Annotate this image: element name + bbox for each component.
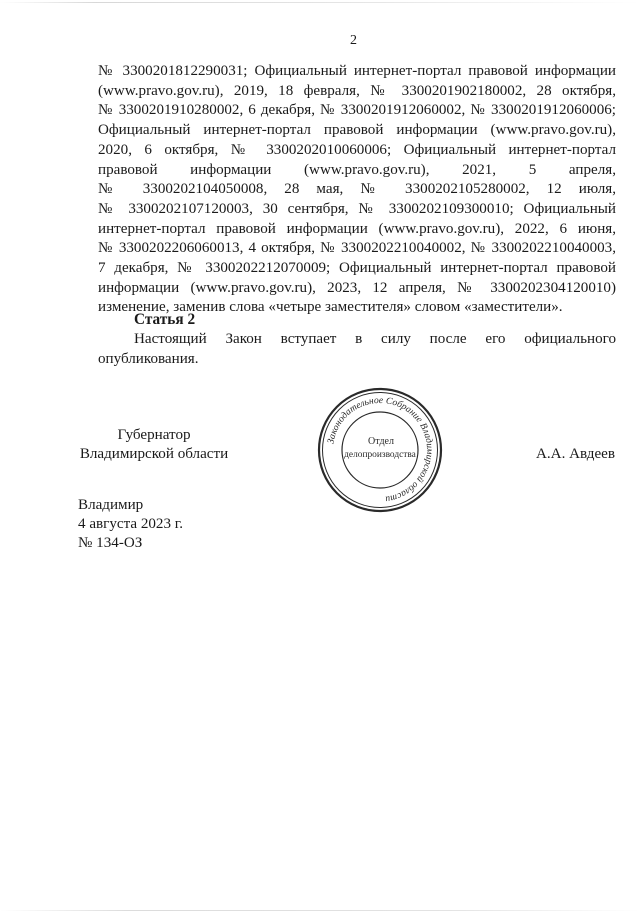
text-line: правовой информации (www.pravo.gov.ru), 2021, 5 апреля,: [98, 161, 616, 178]
date: 4 августа 2023 г.: [78, 516, 184, 532]
text-line: 2020, 6 октября, № 3300202010060006; Официальный интернет-портал: [98, 141, 616, 158]
article-text-line: Настоящий Закон вступает в силу после его официального: [134, 331, 616, 347]
text-line: изменение, заменив слова «четыре заместителя» словом «заместители».: [98, 299, 563, 316]
stamp-center-line2: делопроизводства: [344, 450, 416, 460]
scan-edge-bottom: [0, 910, 640, 911]
law-text-continuation: [98, 62, 616, 318]
city: Владимир: [78, 497, 144, 513]
signatory-position: [78, 426, 230, 464]
stamp-ring-text: Законодательное Собрание Владимирской области: [325, 394, 436, 505]
text-line: информации (www.pravo.gov.ru), 2023, 12 апреля, № 3300202304120010): [98, 279, 616, 296]
article-text-line: опубликования.: [98, 351, 199, 367]
official-stamp: [316, 386, 444, 514]
text-line: № 3300202206060013, 4 октября, № 3300202210040002, № 3300202210040003,: [98, 240, 616, 257]
text-line: интернет-портал правовой информации (www.pravo.gov.ru), 2022, 6 июня,: [98, 220, 616, 237]
place-and-date: [78, 496, 183, 553]
law-number: № 134-ОЗ: [78, 535, 143, 551]
stamp-seal-icon: [316, 386, 444, 514]
text-line: № 3300202107120003, 30 сентября, № 3300202109300010; Официальный: [98, 200, 616, 217]
page-number: 2: [350, 33, 357, 48]
text-line: 7 декабря, № 3300202212070009; Официальный интернет-портал правовой: [98, 260, 616, 277]
text-line: Официальный интернет-портал правовой информации (www.pravo.gov.ru),: [98, 122, 616, 139]
text-line: № 3300201812290031; Официальный интернет-портал правовой информации: [98, 63, 616, 79]
stamp-center-line1: Отдел: [368, 436, 394, 447]
position-region: Владимирской области: [79, 446, 229, 462]
text-line: (www.pravo.gov.ru), 2019, 18 февраля, № 3300201902180002, 28 октября,: [98, 82, 616, 99]
text-line: № 3300202104050008, 28 мая, № 3300202105280002, 12 июля,: [98, 181, 616, 198]
scan-edge-top: [0, 2, 640, 3]
article-body: [98, 329, 616, 369]
position-title: Губернатор: [117, 427, 191, 443]
signatory-name: А.А. Авдеев: [536, 446, 615, 462]
article-title: Статья 2: [134, 311, 196, 328]
text-line: № 3300201910280002, 6 декабря, № 3300201912060002, № 3300201912060006;: [98, 102, 616, 119]
